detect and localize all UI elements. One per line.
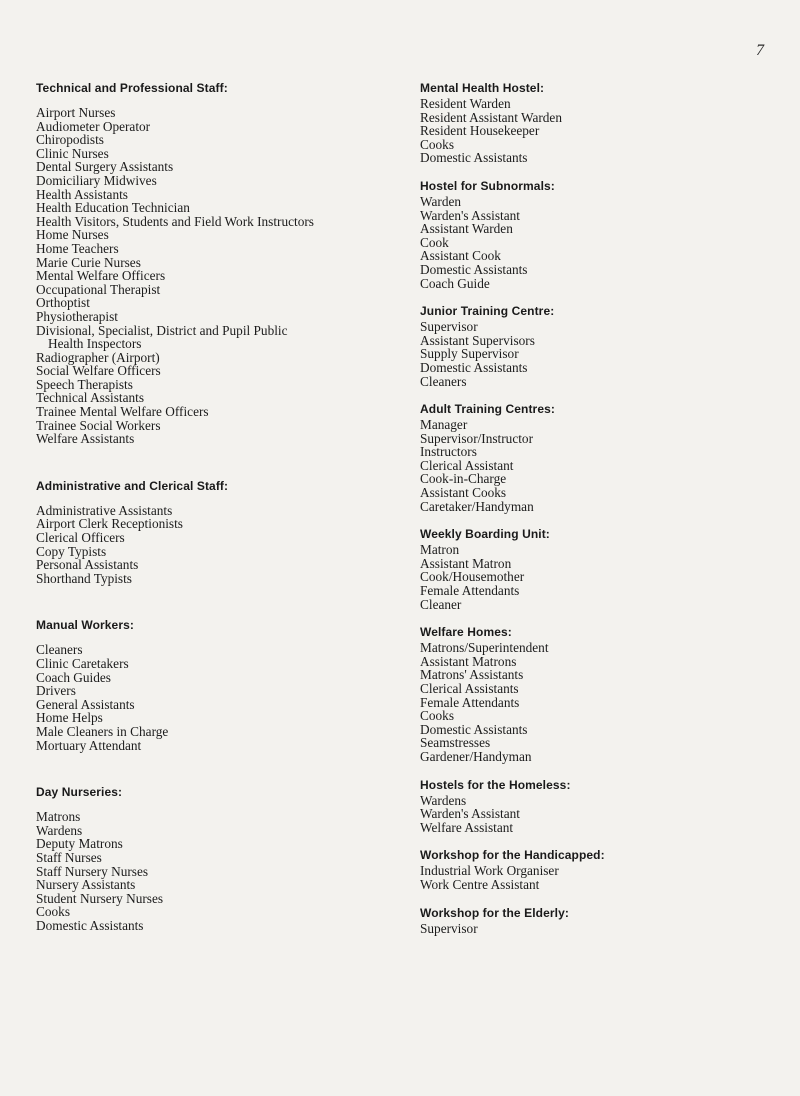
list-item-text: Wardens bbox=[420, 792, 467, 808]
list-item bbox=[420, 570, 760, 584]
list-item bbox=[36, 242, 386, 256]
list-item bbox=[420, 750, 760, 764]
section-administrative-and-clerical-staff bbox=[36, 478, 386, 586]
list-item bbox=[36, 364, 386, 378]
list-item-text: Health Education Technician bbox=[36, 200, 190, 216]
section-heading: Hostels for the Homeless: bbox=[420, 777, 571, 792]
list-item-text: Domiciliary Midwives bbox=[36, 172, 157, 188]
list-item bbox=[420, 864, 760, 878]
list-item-text: Assistant Cook bbox=[420, 248, 501, 264]
list-item-text: Speech Therapists bbox=[36, 376, 133, 392]
list-item-text: Matrons' Assistants bbox=[420, 667, 524, 683]
list-item-text: Dental Surgery Assistants bbox=[36, 159, 174, 175]
section-heading: Workshop for the Elderly: bbox=[420, 905, 569, 920]
list-item-text: Mortuary Attendant bbox=[36, 737, 142, 753]
list-item bbox=[36, 201, 386, 215]
section-heading: Hostel for Subnormals: bbox=[420, 178, 555, 193]
list-item-text: Welfare Assistant bbox=[420, 819, 514, 835]
list-item-text: Divisional, Specialist, District and Pupil Public bbox=[36, 322, 288, 338]
list-item bbox=[36, 324, 386, 338]
list-item bbox=[36, 558, 386, 572]
list-item-text: Administrative Assistants bbox=[36, 502, 173, 518]
staff-list bbox=[36, 810, 386, 932]
staff-list bbox=[36, 504, 386, 586]
list-item-text: Instructors bbox=[420, 444, 477, 460]
list-item bbox=[420, 696, 760, 710]
list-item bbox=[36, 351, 386, 365]
list-item-text: Cooks bbox=[36, 904, 70, 920]
list-item bbox=[420, 641, 760, 655]
list-item bbox=[420, 682, 760, 696]
list-item-text: Work Centre Assistant bbox=[420, 876, 540, 892]
list-item bbox=[36, 215, 386, 229]
list-item bbox=[36, 405, 386, 419]
section-heading: Workshop for the Handicapped: bbox=[420, 848, 605, 863]
list-item bbox=[36, 684, 386, 698]
list-item-text: Assistant Matrons bbox=[420, 653, 517, 669]
list-item bbox=[420, 584, 760, 598]
list-item bbox=[420, 418, 760, 432]
section-hostels-for-the-homeless bbox=[420, 777, 760, 835]
list-item-text: Warden bbox=[420, 193, 462, 209]
section-heading: Adult Training Centres: bbox=[420, 402, 555, 417]
list-item-text: Supervisor bbox=[420, 920, 478, 936]
section-heading: Mental Health Hostel: bbox=[420, 81, 545, 95]
list-item bbox=[420, 723, 760, 737]
list-item bbox=[420, 655, 760, 669]
list-item-text: Home Nurses bbox=[36, 227, 109, 243]
section-adult-training-centres bbox=[420, 401, 760, 513]
list-item-text: Cleaners bbox=[36, 642, 83, 658]
list-item-text: Resident Assistant Warden bbox=[420, 109, 562, 125]
list-item bbox=[420, 263, 760, 277]
list-item bbox=[36, 337, 386, 351]
list-item bbox=[420, 668, 760, 682]
list-item-text: Welfare Assistants bbox=[36, 431, 135, 447]
list-item-text: Nursery Assistants bbox=[36, 877, 136, 893]
list-item-text: Staff Nursery Nurses bbox=[36, 863, 149, 879]
list-item-text: Cooks bbox=[420, 708, 454, 724]
list-item bbox=[36, 174, 386, 188]
list-item bbox=[36, 572, 386, 586]
list-item bbox=[420, 500, 760, 514]
list-item bbox=[36, 905, 386, 919]
list-item bbox=[420, 878, 760, 892]
list-item-text: Technical Assistants bbox=[36, 390, 145, 406]
list-item-text: Warden's Assistant bbox=[420, 806, 520, 822]
list-item bbox=[36, 106, 386, 120]
list-item-text: Assistant Matron bbox=[420, 555, 512, 571]
list-item-text: Matron bbox=[420, 542, 460, 558]
list-item bbox=[36, 919, 386, 933]
list-item-text: Copy Typists bbox=[36, 543, 107, 559]
list-item bbox=[420, 111, 760, 125]
list-item-text: Social Welfare Officers bbox=[36, 363, 161, 379]
list-item bbox=[420, 320, 760, 334]
list-item-text: Audiometer Operator bbox=[36, 118, 151, 134]
list-item-text: Marie Curie Nurses bbox=[36, 254, 141, 270]
staff-list bbox=[420, 418, 760, 513]
list-item-text: Supervisor/Instructor bbox=[420, 430, 534, 446]
list-item bbox=[420, 334, 760, 348]
list-item-text: Physiotherapist bbox=[36, 308, 118, 324]
list-item-text: Female Attendants bbox=[420, 583, 520, 599]
list-item-text: Airport Clerk Receptionists bbox=[36, 516, 183, 532]
list-item bbox=[36, 228, 386, 242]
list-item-text: Cleaner bbox=[420, 596, 462, 612]
list-item bbox=[36, 147, 386, 161]
list-item-text: Cook bbox=[420, 234, 449, 250]
list-item-text: Cleaners bbox=[420, 373, 467, 389]
section-welfare-homes bbox=[420, 624, 760, 763]
list-item bbox=[420, 236, 760, 250]
list-item-text: Assistant Cooks bbox=[420, 485, 507, 501]
list-item bbox=[420, 807, 760, 821]
list-item bbox=[420, 249, 760, 263]
list-item bbox=[36, 671, 386, 685]
list-item bbox=[420, 557, 760, 571]
list-item bbox=[36, 851, 386, 865]
list-item bbox=[36, 310, 386, 324]
list-item bbox=[36, 878, 386, 892]
list-item-text: Domestic Assistants bbox=[420, 261, 528, 277]
list-item-text: Trainee Mental Welfare Officers bbox=[36, 404, 209, 420]
list-item bbox=[36, 517, 386, 531]
list-item-text: Staff Nurses bbox=[36, 849, 102, 865]
list-item bbox=[36, 283, 386, 297]
list-item bbox=[420, 375, 760, 389]
section-weekly-boarding-unit bbox=[420, 526, 760, 611]
section-hostel-for-subnormals bbox=[420, 178, 760, 290]
staff-list bbox=[420, 922, 760, 936]
list-item bbox=[420, 922, 760, 936]
list-item-text: Matrons bbox=[36, 809, 81, 825]
section-heading: Weekly Boarding Unit: bbox=[420, 527, 550, 542]
section-workshop-for-the-elderly bbox=[420, 905, 760, 936]
list-item bbox=[36, 432, 386, 446]
list-item-text: Domestic Assistants bbox=[420, 150, 528, 166]
list-item bbox=[36, 504, 386, 518]
list-item bbox=[420, 821, 760, 835]
list-item bbox=[36, 133, 386, 147]
list-item-text: Clerical Assistants bbox=[420, 681, 519, 696]
list-item bbox=[420, 736, 760, 750]
list-item bbox=[420, 151, 760, 165]
list-item bbox=[420, 195, 760, 209]
staff-list bbox=[420, 864, 760, 891]
list-item bbox=[36, 378, 386, 392]
section-heading: Manual Workers: bbox=[36, 618, 134, 633]
list-item bbox=[420, 222, 760, 236]
list-item bbox=[420, 124, 760, 138]
list-item bbox=[36, 391, 386, 405]
staff-list bbox=[420, 794, 760, 835]
list-item bbox=[36, 824, 386, 838]
list-item bbox=[420, 794, 760, 808]
list-item-text: Warden's Assistant bbox=[420, 207, 520, 223]
list-item bbox=[420, 459, 760, 473]
list-item bbox=[36, 269, 386, 283]
section-manual-workers bbox=[36, 617, 386, 752]
list-item-text: Clerical Assistant bbox=[420, 457, 514, 473]
list-item bbox=[36, 711, 386, 725]
section-workshop-for-the-handicapped bbox=[420, 847, 760, 891]
list-item-text: Clinic Nurses bbox=[36, 145, 109, 161]
list-item-text: Manager bbox=[420, 417, 468, 433]
list-item-text: Clinic Caretakers bbox=[36, 656, 129, 671]
section-day-nurseries bbox=[36, 784, 386, 932]
list-item-text: Drivers bbox=[36, 683, 76, 699]
list-item-text: Supervisor bbox=[420, 319, 478, 335]
list-item-text: Male Cleaners in Charge bbox=[36, 723, 169, 739]
list-item-text: Shorthand Typists bbox=[36, 570, 132, 586]
list-item-text: Cooks bbox=[420, 136, 454, 152]
section-heading: Technical and Professional Staff: bbox=[36, 81, 228, 95]
list-item bbox=[36, 120, 386, 134]
list-item-text: Health Assistants bbox=[36, 186, 128, 202]
staff-list bbox=[36, 643, 386, 752]
list-item bbox=[420, 709, 760, 723]
list-item-text: Radiographer (Airport) bbox=[36, 349, 160, 365]
list-item bbox=[36, 531, 386, 545]
list-item-text: Industrial Work Organiser bbox=[420, 863, 559, 879]
list-item bbox=[420, 97, 760, 111]
list-item-text: Caretaker/Handyman bbox=[420, 498, 534, 514]
list-item-text: Mental Welfare Officers bbox=[36, 268, 166, 284]
list-item-text: Home Teachers bbox=[36, 240, 119, 256]
staff-list bbox=[420, 97, 760, 165]
list-item-text: Supply Supervisor bbox=[420, 346, 519, 362]
section-junior-training-centre bbox=[420, 303, 760, 388]
list-item-text: Deputy Matrons bbox=[36, 836, 123, 852]
list-item bbox=[36, 643, 386, 657]
staff-list bbox=[420, 320, 760, 388]
list-item bbox=[36, 739, 386, 753]
list-item bbox=[420, 138, 760, 152]
list-item bbox=[420, 277, 760, 291]
list-item-text: Gardener/Handyman bbox=[420, 748, 532, 764]
page-number: 7 bbox=[756, 42, 764, 59]
list-item-text: Cook-in-Charge bbox=[420, 471, 507, 487]
staff-list bbox=[36, 106, 386, 446]
list-item-text: Health Inspectors bbox=[48, 336, 142, 352]
staff-list bbox=[420, 641, 760, 763]
list-item-text: Coach Guides bbox=[36, 669, 111, 685]
left-column bbox=[36, 80, 386, 933]
list-item-text: Trainee Social Workers bbox=[36, 417, 161, 433]
section-heading: Administrative and Clerical Staff: bbox=[36, 478, 229, 493]
list-item-text: Matrons/Superintendent bbox=[420, 640, 549, 656]
list-item-text: Orthoptist bbox=[36, 295, 90, 311]
section-heading: Welfare Homes: bbox=[420, 625, 512, 640]
list-item-text: Wardens bbox=[36, 822, 83, 838]
list-item-text: Occupational Therapist bbox=[36, 281, 161, 297]
list-item bbox=[36, 698, 386, 712]
section-mental-health-hostel bbox=[420, 80, 760, 165]
list-item bbox=[36, 296, 386, 310]
list-item bbox=[36, 837, 386, 851]
list-item-text: Domestic Assistants bbox=[420, 359, 528, 375]
list-item bbox=[36, 810, 386, 824]
list-item bbox=[420, 445, 760, 459]
list-item-text: Airport Nurses bbox=[36, 105, 116, 120]
section-heading: Day Nurseries: bbox=[36, 785, 123, 800]
list-item-text: Coach Guide bbox=[420, 275, 490, 291]
list-item-text: Domestic Assistants bbox=[36, 917, 144, 933]
list-item bbox=[420, 486, 760, 500]
list-item-text: Assistant Supervisors bbox=[420, 332, 535, 348]
list-item bbox=[36, 256, 386, 270]
list-item-text: Resident Housekeeper bbox=[420, 123, 540, 139]
list-item-text: Student Nursery Nurses bbox=[36, 890, 164, 906]
list-item-text: Female Attendants bbox=[420, 694, 520, 710]
list-item bbox=[36, 545, 386, 559]
list-item bbox=[36, 865, 386, 879]
list-item bbox=[420, 209, 760, 223]
section-heading: Junior Training Centre: bbox=[420, 304, 555, 319]
list-item-text: Resident Warden bbox=[420, 96, 511, 111]
list-item bbox=[420, 347, 760, 361]
list-item-text: Health Visitors, Students and Field Work Instructors bbox=[36, 213, 314, 229]
list-item bbox=[36, 657, 386, 671]
list-item-text: Personal Assistants bbox=[36, 557, 139, 573]
list-item bbox=[36, 725, 386, 739]
list-item-text: Home Helps bbox=[36, 710, 103, 726]
list-item-text: Seamstresses bbox=[420, 735, 491, 751]
list-item bbox=[420, 432, 760, 446]
list-item bbox=[420, 543, 760, 557]
list-item-text: Clerical Officers bbox=[36, 530, 125, 546]
list-item bbox=[36, 160, 386, 174]
list-item-text: General Assistants bbox=[36, 696, 135, 712]
list-item bbox=[36, 188, 386, 202]
right-column bbox=[420, 80, 760, 935]
list-item bbox=[36, 892, 386, 906]
list-item-text: Chiropodists bbox=[36, 132, 104, 148]
list-item bbox=[36, 419, 386, 433]
list-item-text: Cook/Housemother bbox=[420, 569, 525, 585]
staff-list bbox=[420, 543, 760, 611]
list-item bbox=[420, 472, 760, 486]
list-item bbox=[420, 361, 760, 375]
staff-list bbox=[420, 195, 760, 290]
list-item-text: Assistant Warden bbox=[420, 221, 513, 237]
list-item-text: Domestic Assistants bbox=[420, 721, 528, 737]
section-technical-and-professional-staff bbox=[36, 80, 386, 446]
list-item bbox=[420, 598, 760, 612]
